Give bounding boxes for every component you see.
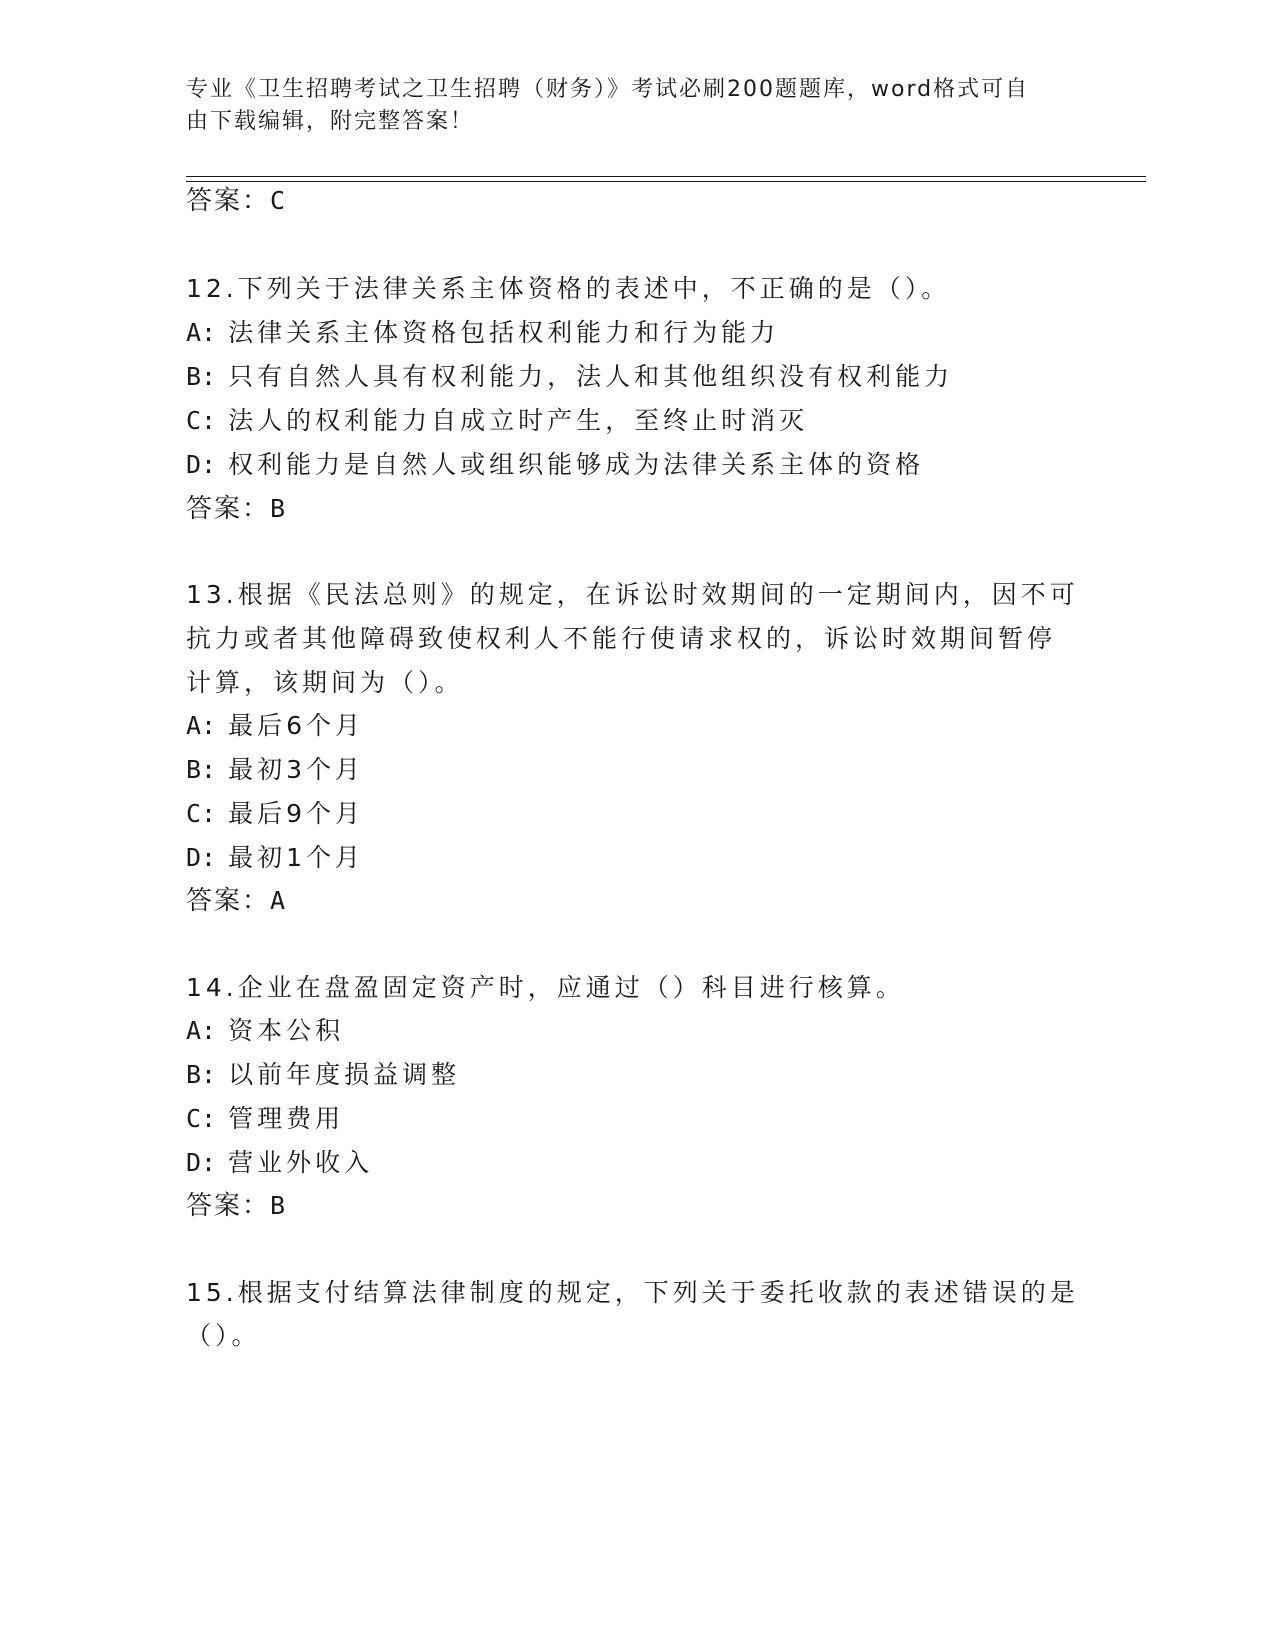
header-line-2: 由下载编辑，附完整答案！ bbox=[186, 109, 475, 134]
option-letter: D: bbox=[186, 843, 217, 872]
prev-answer bbox=[186, 186, 287, 216]
question-12-option-c bbox=[186, 406, 808, 436]
option-text: 管理费用 bbox=[228, 1104, 345, 1133]
question-12-text: 12.下列关于法律关系主体资格的表述中，不正确的是（）。 bbox=[186, 274, 951, 303]
question-14-option-d bbox=[186, 1148, 373, 1178]
option-letter: B: bbox=[186, 755, 217, 784]
question-13-text-line-3: 计算，该期间为（）。 bbox=[186, 668, 464, 697]
question-12-answer bbox=[186, 494, 287, 524]
question-14-answer bbox=[186, 1191, 287, 1221]
question-13-text-line-2: 抗力或者其他障碍致使权利人不能行使请求权的，诉讼时效期间暂停 bbox=[186, 624, 1057, 653]
question-14-option-a bbox=[186, 1016, 344, 1046]
answer-label: 答案： bbox=[186, 886, 271, 916]
header-line-1: 专业《卫生招聘考试之卫生招聘（财务）》考试必刷200题题库，word格式可自 bbox=[186, 77, 1030, 102]
answer-value: B bbox=[270, 494, 288, 523]
option-text: 法人的权利能力自成立时产生，至终止时消灭 bbox=[228, 406, 809, 435]
option-letter: D: bbox=[186, 450, 217, 479]
header-rule-bottom bbox=[186, 181, 1146, 182]
option-letter: C: bbox=[186, 406, 217, 435]
question-13-option-a bbox=[186, 711, 364, 741]
question-12-option-a bbox=[186, 318, 779, 348]
option-letter: C: bbox=[186, 799, 217, 828]
answer-label: 答案： bbox=[186, 494, 271, 524]
question-12-option-b bbox=[186, 362, 953, 392]
question-14-option-c bbox=[186, 1104, 344, 1134]
question-14-text: 14.企业在盘盈固定资产时，应通过（）科目进行核算。 bbox=[186, 973, 905, 1002]
question-13-option-d bbox=[186, 843, 364, 873]
answer-value: C bbox=[270, 186, 288, 215]
option-text: 最初3个月 bbox=[228, 755, 364, 784]
question-13-option-b bbox=[186, 755, 364, 785]
option-text: 最初1个月 bbox=[228, 843, 364, 872]
option-text: 营业外收入 bbox=[228, 1148, 374, 1177]
option-letter: D: bbox=[186, 1148, 217, 1177]
option-letter: C: bbox=[186, 1104, 217, 1133]
question-15-text-line-1: 15.根据支付结算法律制度的规定，下列关于委托收款的表述错误的是 bbox=[186, 1278, 1079, 1307]
document-page bbox=[186, 0, 1146, 1650]
option-letter: B: bbox=[186, 362, 217, 391]
option-text: 最后6个月 bbox=[228, 711, 364, 740]
answer-label: 答案： bbox=[186, 1191, 271, 1221]
question-13-text-line-1: 13.根据《民法总则》的规定，在诉讼时效期间的一定期间内，因不可 bbox=[186, 580, 1079, 609]
question-15-text-line-2: （）。 bbox=[186, 1321, 261, 1350]
option-letter: A: bbox=[186, 1016, 217, 1045]
option-letter: B: bbox=[186, 1060, 217, 1089]
option-text: 法律关系主体资格包括权利能力和行为能力 bbox=[228, 318, 780, 347]
answer-value: B bbox=[270, 1191, 288, 1220]
question-12-option-d bbox=[186, 450, 924, 480]
question-14-option-b bbox=[186, 1060, 460, 1090]
option-text: 资本公积 bbox=[228, 1016, 345, 1045]
option-text: 以前年度损益调整 bbox=[228, 1060, 461, 1089]
option-text: 只有自然人具有权利能力，法人和其他组织没有权利能力 bbox=[228, 362, 954, 391]
document-header bbox=[186, 74, 1066, 138]
question-13-answer bbox=[186, 886, 287, 916]
option-letter: A: bbox=[186, 318, 217, 347]
answer-label: 答案： bbox=[186, 186, 271, 216]
header-rule-top bbox=[186, 176, 1146, 177]
option-letter: A: bbox=[186, 711, 217, 740]
option-text: 权利能力是自然人或组织能够成为法律关系主体的资格 bbox=[228, 450, 925, 479]
option-text: 最后9个月 bbox=[228, 799, 364, 828]
question-13-option-c bbox=[186, 799, 364, 829]
answer-value: A bbox=[270, 886, 288, 915]
